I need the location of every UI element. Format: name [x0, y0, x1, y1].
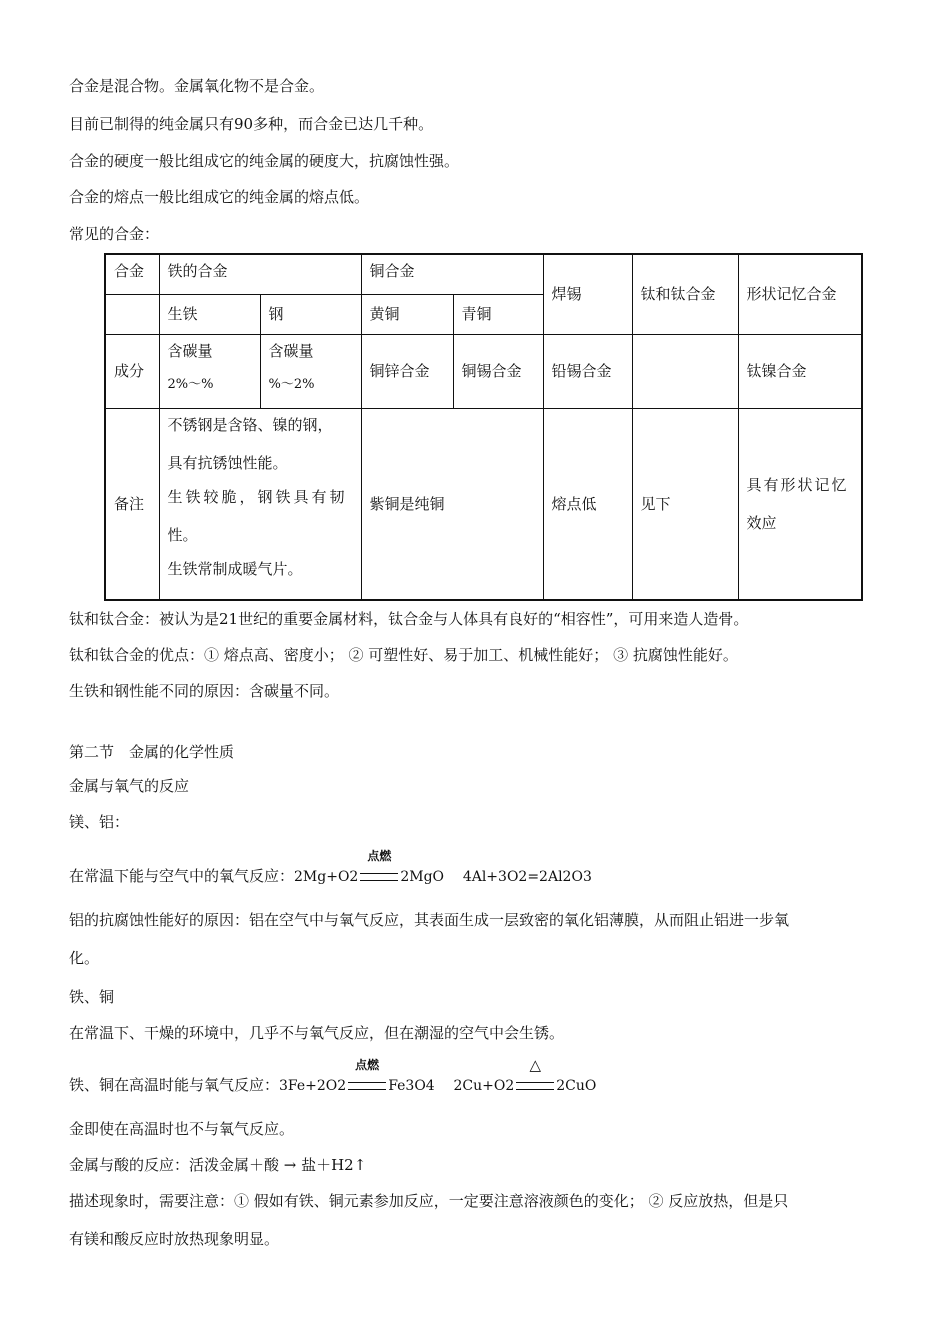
shape-memory-remark-1: 具有形状记忆: [746, 475, 849, 494]
iron-remark-4: 性。: [167, 525, 198, 544]
cell-bronze-composition: 铜锡合金: [453, 334, 543, 408]
cell-brass-composition: 铜锌合金: [361, 334, 453, 408]
iron-steel-difference: 生铁和钢性能不同的原因：含碳量不同。: [69, 682, 340, 700]
cell-iron-alloy: 铁的合金: [159, 254, 361, 294]
intro-line-4: 合金的熔点一般比组成它的纯金属的熔点低。: [69, 188, 370, 206]
fe-cu-prefix: 铁、铜在高温时能与氧气反应：: [69, 1076, 280, 1094]
cell-copper-alloy: 铜合金: [361, 254, 543, 294]
cell-titanium-remarks: 见下: [632, 408, 738, 600]
fe-eq-right: Fe3O4: [388, 1078, 435, 1094]
cell-bronze: 青铜: [453, 294, 543, 334]
cu-eq-left: 2Cu+O2: [453, 1078, 515, 1094]
cell-solder: 焊锡: [543, 254, 632, 334]
fe-eq-left: 3Fe+2O2: [279, 1078, 347, 1094]
cell-shape-memory-remarks: [738, 408, 862, 600]
cell-brass: 黄铜: [361, 294, 453, 334]
cell-pig-iron: 生铁: [159, 294, 260, 334]
equals-bar-icon: [348, 1082, 386, 1090]
section-title: 第二节 金属的化学性质: [69, 743, 235, 761]
cell-solder-composition: 铅锡合金: [543, 334, 632, 408]
intro-line-3: 合金的硬度一般比组成它的纯金属的硬度大，抗腐蚀性强。: [69, 152, 460, 170]
cell-alloy-label: 合金: [105, 254, 159, 294]
phenomenon-notes: [69, 1191, 881, 1249]
steel-carbon-range: %～2%: [268, 376, 315, 392]
mg-eq-sign: [360, 849, 398, 886]
shape-memory-remark-2: 效应: [746, 513, 777, 532]
pig-iron-carbon-range: 2%～%: [167, 376, 214, 392]
cell-empty: [105, 294, 159, 334]
fe-cu-heading: 铁、铜: [69, 988, 115, 1006]
heat-triangle-icon: △: [529, 1056, 542, 1074]
fe-eq-sign: [348, 1058, 386, 1095]
mg-al-heading: 镁、铝：: [69, 813, 130, 831]
cell-composition-label: 成分: [105, 334, 159, 408]
notes-line-1: 描述现象时，需要注意：① 假如有铁、铜元素参加反应，一定要注意溶液颜色的变化； ② 反应放热，但是只: [69, 1192, 789, 1210]
fe-eq-condition: 点燃: [355, 1058, 380, 1072]
equals-bar-icon: [516, 1082, 554, 1090]
cell-copper-remarks: 紫铜是纯铜: [361, 408, 543, 600]
iron-remark-1: 不锈钢是含铬、镍的钢，: [167, 415, 333, 434]
cell-titanium: 钛和钛合金: [632, 254, 738, 334]
mg-eq-right: 2MgO: [400, 869, 445, 885]
iron-remark-3: 生铁较脆，钢铁具有韧: [167, 487, 348, 506]
al-reason: [69, 910, 881, 968]
cu-eq-right: 2CuO: [556, 1078, 597, 1094]
steel-carbon-label: 含碳量: [268, 341, 314, 360]
titanium-description: 钛和钛合金：被认为是21世纪的重要金属材料，钛合金与人体具有良好的“相容性”，可用来造人造骨。: [69, 610, 749, 628]
intro-line-5: 常见的合金：: [69, 225, 160, 243]
acid-reaction-line: 金属与酸的反应：活泼金属＋酸 → 盐＋H2↑: [69, 1156, 367, 1174]
alloy-table: [104, 253, 863, 601]
cu-eq-sign: [516, 1056, 554, 1095]
gold-line: 金即使在高温时也不与氧气反应。: [69, 1120, 295, 1138]
table-row-remarks: [105, 408, 862, 600]
intro-line-1: 合金是混合物。金属氧化物不是合金。: [69, 77, 325, 95]
cell-steel: 钢: [260, 294, 361, 334]
cell-shape-memory: 形状记忆合金: [738, 254, 862, 334]
titanium-advantages: 钛和钛合金的优点：① 熔点高、密度小； ② 可塑性好、易于加工、机械性能好； ③ 抗腐蚀性能好。: [69, 646, 738, 664]
notes-line-2: 有镁和酸反应时放热现象明显。: [69, 1230, 280, 1248]
intro-line-2: 目前已制得的纯金属只有90多种，而合金已达几千种。: [69, 115, 434, 133]
cell-solder-remarks: 熔点低: [543, 408, 632, 600]
mg-eq-left: 2Mg+O2: [294, 869, 359, 885]
fe-cu-reaction-line: [69, 1056, 597, 1096]
cell-titanium-composition: [632, 334, 738, 408]
section-subtitle: 金属与氧气的反应: [69, 777, 190, 795]
cell-remarks-label: 备注: [105, 408, 159, 600]
mg-eq-condition: 点燃: [367, 849, 392, 863]
fe-cu-normal-temp: 在常温下、干燥的环境中，几乎不与氧气反应，但在潮湿的空气中会生锈。: [69, 1024, 565, 1042]
pig-iron-carbon-label: 含碳量: [167, 341, 213, 360]
iron-remark-2: 具有抗锈蚀性能。: [167, 453, 288, 472]
table-row-header: [105, 254, 862, 294]
mg-reaction-line: [69, 849, 592, 887]
al-reason-line-2: 化。: [69, 949, 100, 967]
al-equation: 4Al+3O2=2Al2O3: [462, 869, 592, 885]
al-reason-line-1: 铝的抗腐蚀性能好的原因：铝在空气中与氧气反应，其表面生成一层致密的氧化铝薄膜，从而阻止铝进一步氧: [69, 911, 790, 929]
cell-steel-composition: [260, 334, 361, 408]
table-row-composition: [105, 334, 862, 408]
iron-remark-5: 生铁常制成暖气片。: [167, 559, 303, 578]
cell-shape-memory-composition: 钛镍合金: [738, 334, 862, 408]
mg-line-prefix: 在常温下能与空气中的氧气反应：: [69, 867, 295, 885]
cell-iron-remarks: [159, 408, 361, 600]
cell-pig-iron-composition: [159, 334, 260, 408]
equals-bar-icon: [360, 873, 398, 881]
